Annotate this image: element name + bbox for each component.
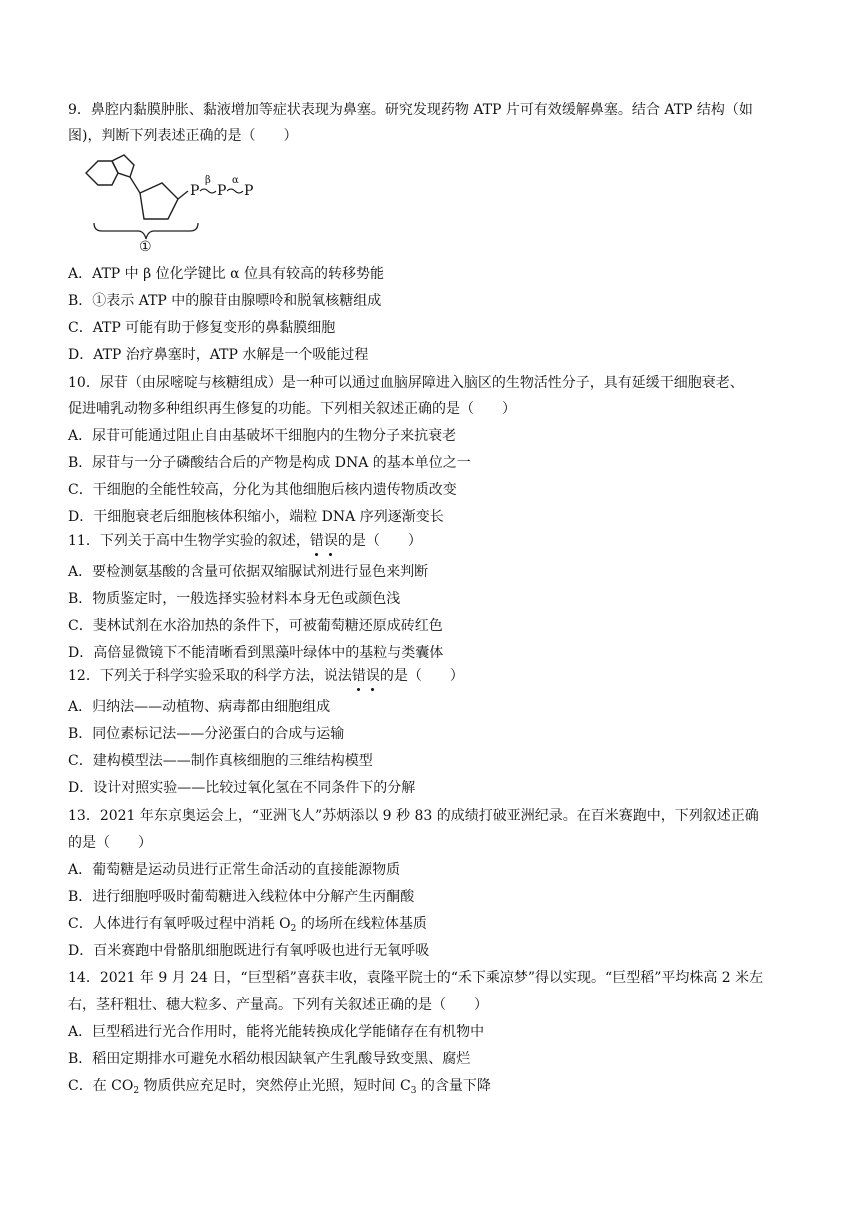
q11-option-c: C．斐林试剂在水浴加热的条件下，可被葡萄糖还原成砖红色 — [68, 618, 443, 634]
q11-option-d: D．高倍显微镜下不能清晰看到黑藻叶绿体中的基粒与类囊体 — [68, 645, 444, 661]
q10-option-b: B．尿苷与一分子磷酸结合后的产物是构成 DNA 的基本单位之一 — [68, 455, 471, 471]
q13-option-d: D．百米赛跑中骨骼肌细胞既进行有氧呼吸也进行无氧呼吸 — [68, 943, 430, 959]
ribose-ring-icon — [140, 183, 188, 219]
q13-option-c-sub: 2 — [290, 924, 297, 934]
phosphate-beta: P — [217, 183, 227, 199]
q14-option-c-text3: 的含量下降 — [416, 1078, 491, 1094]
q12-stem — [68, 666, 464, 686]
q11-stem — [68, 531, 422, 551]
q9-option-d: D．ATP 治疗鼻塞时，ATP 水解是一个吸能过程 — [68, 347, 369, 363]
q11-emph-char2: 误 — [323, 533, 338, 549]
q10-option-c: C．干细胞的全能性较高，分化为其他细胞后核内遗传物质改变 — [68, 482, 457, 498]
q12-emph-char1: 错 — [351, 668, 366, 684]
q12-option-c: C．建构模型法——制作真核细胞的三维结构模型 — [68, 753, 373, 769]
bracket-icon — [94, 223, 198, 239]
q14-option-c-sub2: 3 — [410, 1086, 417, 1096]
q14-stem-line1: 14．2021 年 9 月 24 日，“巨型稻”喜获丰收，袁隆平院士的“禾下乘凉梦”得以实现。“巨型稻”平均株高 2 米左 — [68, 970, 764, 986]
q12-option-b: B．同位素标记法——分泌蛋白的合成与运输 — [68, 726, 345, 742]
q9-stem-line1: 9．鼻腔内黏膜肿胀、黏液增加等症状表现为鼻塞。研究发现药物 ATP 片可有效缓解鼻塞。结合 ATP 结构（如 — [68, 102, 753, 118]
q10-stem-line2: 促进哺乳动物多种组织再生修复的功能。下列相关叙述正确的是（ ） — [68, 401, 516, 417]
q11-option-a: A．要检测氨基酸的含量可依据双缩脲试剂进行显色来判断 — [68, 564, 429, 580]
q12-option-d: D．设计对照实验——比较过氧化氢在不同条件下的分解 — [68, 780, 416, 796]
q14-stem-line2: 右，茎秆粗壮、穗大粒多、产量高。下列有关叙述正确的是（ ） — [68, 997, 488, 1013]
q11-stem-after: 的是（ ） — [337, 533, 422, 549]
q14-option-c-text1: C．在 CO — [68, 1078, 134, 1094]
q11-emph-char1: 错 — [309, 533, 324, 549]
q13-option-a: A．葡萄糖是运动员进行正常生命活动的直接能源物质 — [68, 862, 401, 878]
bracket-label: ① — [139, 239, 152, 255]
q12-option-a: A．归纳法——动植物、病毒都由细胞组成 — [68, 699, 331, 715]
q14-option-b: B．稻田定期排水可避免水稻幼根因缺氧产生乳酸导致变黑、腐烂 — [68, 1051, 471, 1067]
q12-emph-char2: 误 — [365, 668, 380, 684]
q9-stem-line2: 图)，判断下列表述正确的是（ ） — [68, 128, 298, 144]
adenine-ring-icon — [86, 155, 140, 193]
q13-stem-line2: 的是（ ） — [68, 835, 152, 851]
q14-option-c-sub1: 2 — [133, 1086, 140, 1096]
q9-option-a: A．ATP 中 β 位化学键比 α 位具有较高的转移势能 — [68, 266, 385, 282]
phosphate-chain — [190, 175, 253, 199]
q13-option-c-text2: 的场所在线粒体基质 — [296, 916, 427, 932]
q13-option-b: B．进行细胞呼吸时葡萄糖进入线粒体中分解产生丙酮酸 — [68, 889, 415, 905]
q12-stem-after: 的是（ ） — [379, 668, 464, 684]
q13-stem-line1: 13．2021 年东京奥运会上，“亚洲飞人”苏炳添以 9 秒 83 的成绩打破亚洲纪录。在百米赛跑中，下列叙述正确 — [68, 808, 759, 824]
phosphate-gamma: P — [190, 183, 200, 199]
q11-option-b: B．物质鉴定时，一般选择实验材料本身无色或颜色浅 — [68, 591, 401, 607]
q14-option-a: A．巨型稻进行光合作用时，能将光能转换成化学能储存在有机物中 — [68, 1024, 485, 1040]
q9-option-b: B．①表示 ATP 中的腺苷由腺嘌呤和脱氧核糖组成 — [68, 293, 382, 309]
q13-option-c — [68, 914, 427, 934]
phosphate-alpha: P — [244, 183, 254, 199]
atp-structure-figure — [78, 147, 268, 257]
q10-option-d: D．干细胞衰老后细胞核体积缩小，端粒 DNA 序列逐渐变长 — [68, 509, 444, 525]
q13-option-c-text1: C．人体进行有氧呼吸过程中消耗 O — [68, 916, 291, 932]
q10-stem-line1: 10．尿苷（由尿嘧啶与核糖组成）是一种可以通过血脑屏障进入脑区的生物活性分子，具有延缓干细胞衰老、 — [68, 375, 744, 391]
bond-alpha-label: α — [232, 175, 239, 186]
q14-option-c — [68, 1076, 491, 1096]
q9-option-c: C．ATP 可能有助于修复变形的鼻黏膜细胞 — [68, 320, 336, 336]
q12-stem-before: 12．下列关于科学实验采取的科学方法，说法 — [68, 668, 352, 684]
bond-beta-label: β — [205, 175, 211, 186]
q14-option-c-text2: 物质供应充足时，突然停止光照，短时间 C — [139, 1078, 411, 1094]
q11-stem-before: 11．下列关于高中生物学实验的叙述， — [68, 533, 310, 549]
q10-option-a: A．尿苷可能通过阻止自由基破坏干细胞内的生物分子来抗衰老 — [68, 428, 457, 444]
